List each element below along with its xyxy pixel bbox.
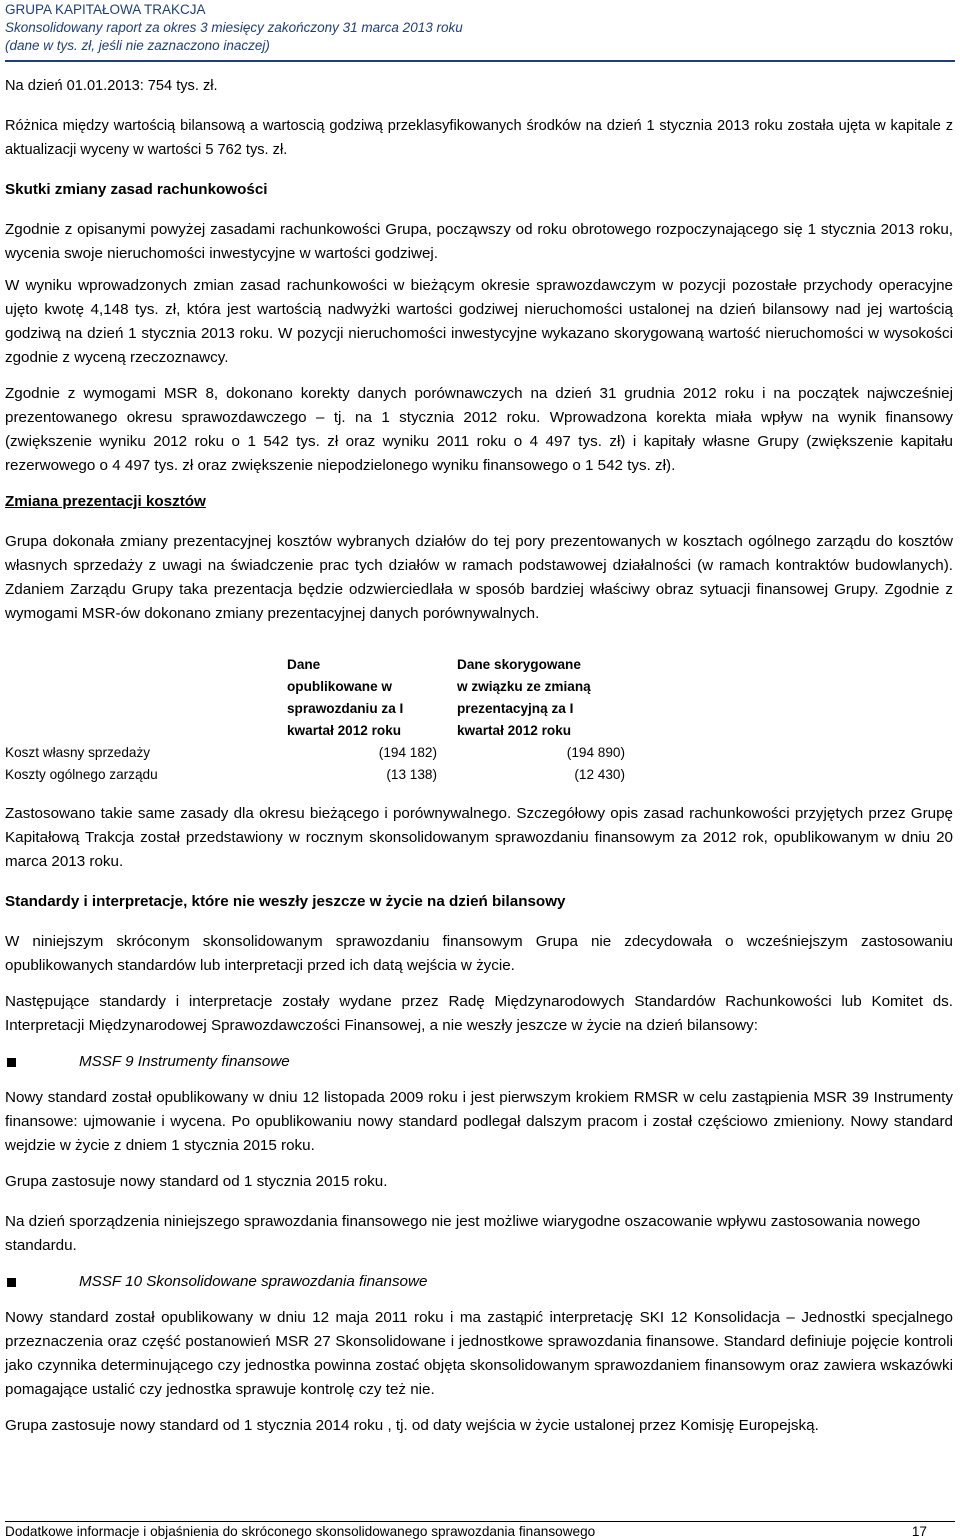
square-bullet-icon: [7, 1278, 16, 1287]
paragraph-zastosowano: Zastosowano takie same zasady dla okresu bieżącego i porównywalnego. Szczegółowy opis zasad rachunkowości przyjętych przez Grupę Kapitałową Trakcja został przedstawiony w rocznym skonsolidowanym sprawozdaniu finansowym za 2012 rok, opublikowanym w dniu 20 marca 2013 roku.: [5, 805, 953, 870]
paragraph-mssf9-3: Na dzień sporządzenia niniejszego sprawozdania finansowego nie jest możliwe wiarygodne oszacowanie wpływu zastosowania nowego standardu.: [5, 1213, 921, 1254]
paragraph-zmiana: Grupa dokonała zmiany prezentacyjnej kosztów wybranych działów do tej pory prezentowanych w kosztach ogólnego zarządu do kosztów własnych sprzedaży z uwagi na świadczenie prac tych działów w ramach podstawowej działalności (w ramach kontraktów budowlanych). Zdaniem Zarządu Grupy taka prezentacja będzie odzwierciedlała w sposób bardziej właściwy obraz sytuacji finansowej Grupy. Zgodnie z wymogami MSR-ów dokonano zmiany prezentacyjnej danych porównywalnych.: [5, 533, 953, 622]
table-header-row: [5, 720, 625, 742]
table-header-row: [5, 676, 625, 698]
table-row: [5, 742, 625, 764]
paragraph-standardy-2: Następujące standardy i interpretacje zostały wydane przez Radę Międzynarodowych Standardów Rachunkowości lub Komitet ds. Interpretacji Międzynarodowej Sprawozdawczości Finansowej, a nie weszły jeszcze w życie na dzień bilansowy:: [5, 993, 953, 1034]
col1-header: sprawozdaniu za I: [287, 701, 404, 716]
col1-header: kwartał 2012 roku: [287, 723, 402, 738]
paragraph-mssf10-2: Grupa zastosuje nowy standard od 1 stycznia 2014 roku , tj. od daty wejścia w życie ustalonej przez Komisję Europejską.: [5, 1417, 819, 1434]
row-value-published: (13 138): [386, 767, 437, 782]
header-divider: [5, 60, 955, 62]
row-value-adjusted: (194 890): [566, 745, 625, 760]
row-value-adjusted: (12 430): [574, 767, 625, 782]
table-header-row: [5, 698, 625, 720]
bullet-mssf9-label: MSSF 9 Instrumenty finansowe: [79, 1053, 290, 1070]
bullet-mssf10: [5, 1270, 953, 1294]
paragraph-msr8: Zgodnie z wymogami MSR 8, dokonano korekty danych porównawczych na dzień 31 grudnia 2012 roku i na początek najwcześniej prezentowanego okresu sprawozdawczego – tj. na 1 stycznia 2012 roku. Wprowadzona korekta miała wpływ na wynik finansowy (zwiększenie wyniku 2012 roku o 1 542 tys. zł oraz wyniku 2011 roku o 4 497 tys. zł) i kapitały własne Grupy (zwiększenie kapitału rezerwowego o 4 497 tys. zł oraz zwiększenie niepodzielonego wyniku finansowego o 1 542 tys. zł).: [5, 385, 953, 474]
page-footer: [5, 1524, 927, 1539]
page-content: [5, 74, 953, 1438]
col1-header: opublikowane w: [287, 679, 392, 694]
report-title: Skonsolidowany raport za okres 3 miesięcy zakończony 31 marca 2013 roku: [5, 20, 463, 35]
row-label: Koszty ogólnego zarządu: [5, 767, 158, 782]
footer-text: Dodatkowe informacje i objaśnienia do skróconego skonsolidowanego sprawozdania finansowego: [5, 1524, 596, 1539]
col1-header: Dane: [287, 657, 321, 672]
units-note: (dane w tys. zł, jeśli nie zaznaczono inaczej): [5, 38, 270, 53]
paragraph-standardy-1: W niniejszym skróconym skonsolidowanym sprawozdaniu finansowym Grupa nie zdecydowała o wcześniejszym zastosowaniu opublikowanych standardów lub interpretacji przed ich datą wejścia w życie.: [5, 933, 953, 974]
footer-divider: [5, 1521, 955, 1522]
heading-skutki: Skutki zmiany zasad rachunkowości: [5, 181, 268, 198]
bullet-mssf10-label: MSSF 10 Skonsolidowane sprawozdania finansowe: [79, 1273, 428, 1290]
paragraph-mssf9-1: Nowy standard został opublikowany w dniu 12 listopada 2009 roku i jest pierwszym krokiem RMSR w celu zastąpienia MSR 39 Instrumenty finansowe: ujmowanie i wycena. Po opublikowaniu nowy standard podlegał dalszym pracom i został częściowo zmieniony. Nowy standard wejdzie w życie z dniem 1 stycznia 2015 roku.: [5, 1089, 953, 1154]
paragraph-skutki-1: Zgodnie z opisanymi powyżej zasadami rachunkowości Grupa, począwszy od roku obrotowego rozpoczynającego się 1 stycznia 2013 roku, wycenia swoje nieruchomości inwestycyjne w wartości godziwej.: [5, 221, 953, 262]
heading-standardy: Standardy i interpretacje, które nie weszły jeszcze w życie na dzień bilansowy: [5, 893, 566, 910]
paragraph-mssf10-1: Nowy standard został opublikowany w dniu 12 maja 2011 roku i ma zastąpić interpretację SKI 12 Konsolidacja – Jednostki specjalnego przeznaczenia oraz część postanowień MSR 27 Skonsolidowane i jednostkowe sprawozdania finansowe. Standard definiuje pojęcie kontroli jako czynnika determinującego czy jednostka powinna zostać objęta skonsolidowanym sprawozdaniem finansowym oraz zawiera wskazówki pomagające ustalić czy jednostka sprawuje kontrolę czy też nie.: [5, 1309, 953, 1398]
paragraph-difference: Różnica między wartością bilansową a wartoscią godziwą przeklasyfikowanych środków na dzień 1 stycznia 2013 roku została ujęta w kapitale z aktualizacji wyceny w wartości 5 762 tys. zł.: [5, 118, 953, 158]
row-label: Koszt własny sprzedaży: [5, 745, 151, 760]
table-row: [5, 764, 625, 786]
paragraph-mssf9-2: Grupa zastosuje nowy standard od 1 stycznia 2015 roku.: [5, 1173, 388, 1190]
bullet-mssf9: [5, 1050, 953, 1074]
table-header-row: [5, 654, 625, 676]
paragraph-date: Na dzień 01.01.2013: 754 tys. zł.: [5, 78, 218, 94]
page-number: 17: [911, 1524, 927, 1539]
comparison-table: [5, 654, 625, 786]
col2-header: Dane skorygowane: [457, 657, 581, 672]
col2-header: w związku ze zmianą: [457, 679, 591, 694]
heading-zmiana-prezentacji: Zmiana prezentacji kosztów: [5, 493, 206, 510]
row-value-published: (194 182): [378, 745, 437, 760]
company-name: GRUPA KAPITAŁOWA TRAKCJA: [5, 2, 206, 17]
col2-header: kwartał 2012 roku: [457, 723, 572, 738]
col2-header: prezentacyjną za I: [457, 701, 574, 716]
square-bullet-icon: [7, 1058, 16, 1067]
paragraph-skutki-2: W wyniku wprowadzonych zmian zasad rachunkowości w bieżącym okresie sprawozdawczym w pozycji pozostałe przychody operacyjne ujęto kwotę 4,148 tys. zł, która jest wartością nadwyżki wartości godziwej nieruchomości ustalonej na dzień bilansowy nad jej wartością godziwą na dzień 1 stycznia 2013 roku. W pozycji nieruchomości inwestycyjne wykazano skorygowaną wartość nieruchomości w wysokości zgodnie z wyceną rzeczoznawcy.: [5, 277, 953, 366]
page-header: [5, 1, 955, 55]
